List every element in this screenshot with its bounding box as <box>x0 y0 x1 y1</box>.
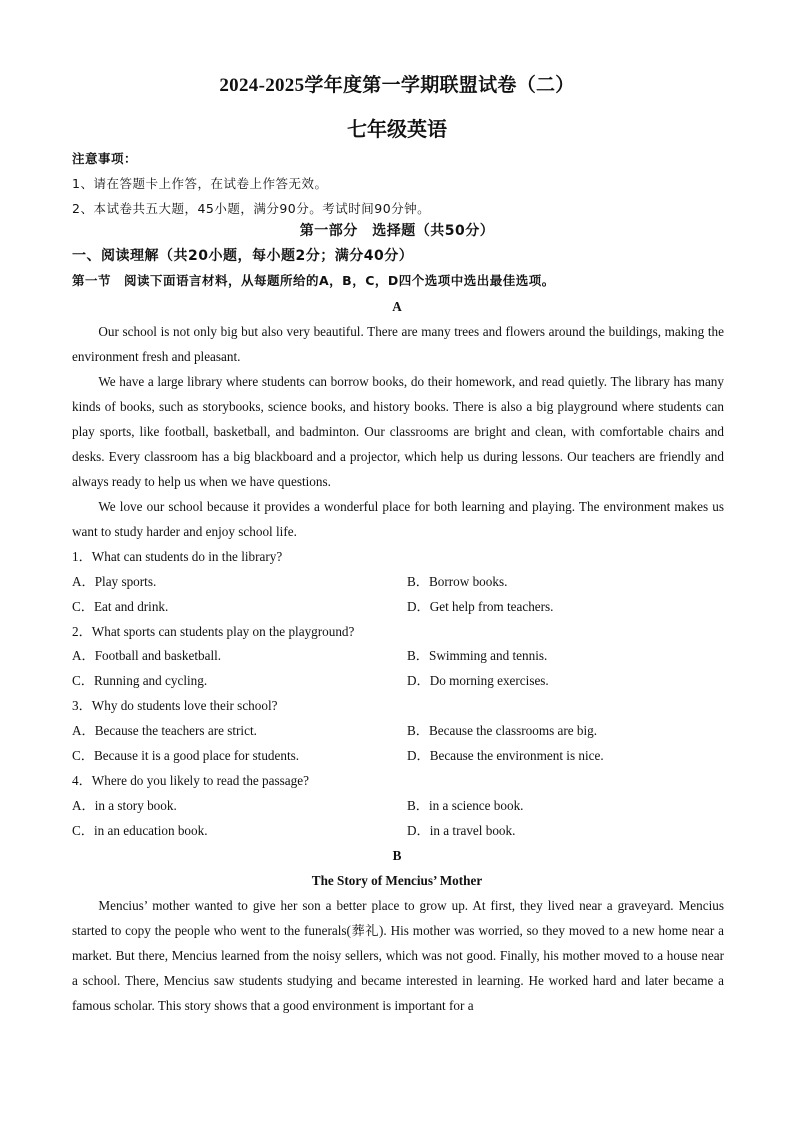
question-4-option-a: A．in a story book. <box>72 798 177 813</box>
question-2-stem: 2．What sports can students play on the playground? <box>72 624 355 639</box>
passage-b-label: B <box>392 848 402 863</box>
passage-b-paragraph: Mencius’ mother wanted to give her son a better place to grow up. At first, they lived near a graveyard. Mencius started to copy the people who went to the funerals(葬礼). His mother was worried, so they moved to a new home near a market. But there, Mencius learned from the noisy sellers, which was not good. Finally, his mother moved to a house near a school. There, Mencius saw students studying and became interested in learning. He worked hard and later became a famous scholar. This story shows that a good environment is important for a <box>72 898 724 1013</box>
exam-subtitle: 七年级英语 <box>347 119 447 141</box>
part1-heading: 第一部分 选择题（共50分） <box>299 223 495 239</box>
question-3-stem: 3．Why do students love their school? <box>72 698 278 713</box>
section-heading: 一、阅读理解（共20小题，每小题2分；满分40分） <box>72 248 414 264</box>
question-1-option-d: D．Get help from teachers. <box>407 599 554 614</box>
exam-title: 2024-2025学年度第一学期联盟试卷（二） <box>219 75 575 96</box>
passage-b-title: The Story of Mencius’ Mother <box>311 873 483 888</box>
question-1-option-c: C．Eat and drink. <box>72 599 169 614</box>
question-3-option-b: B．Because the classrooms are big. <box>407 723 598 738</box>
question-1-stem: 1．What can students do in the library? <box>72 549 283 564</box>
question-2-option-c: C．Running and cycling. <box>72 673 208 688</box>
question-3-option-a: A．Because the teachers are strict. <box>72 723 257 738</box>
passage-a-paragraph-2: We have a large library where students can borrow books, do their homework, and read quietly. The library has many kinds of books, such as storybooks, science books, and history books. There is also a big playground where students can play sports, like football, basketball, and badminton. Our classrooms are bright and clean, with comfortable chairs and desks. Every classroom has a big blackboard and a projector, which help us during lessons. Our teachers are friendly and always ready to help us when we have questions. <box>72 374 724 489</box>
passage-a-paragraph-1: Our school is not only big but also very beautiful. There are many trees and flowers around the buildings, making the environment fresh and pleasant. <box>72 324 724 364</box>
question-2-option-a: A．Football and basketball. <box>72 648 222 663</box>
question-2-option-b: B．Swimming and tennis. <box>407 648 548 663</box>
notice-item-1: 1、请在答题卡上作答，在试卷上作答无效。 <box>72 176 328 191</box>
passage-a-label: A <box>392 299 402 314</box>
question-4-option-d: D．in a travel book. <box>407 823 516 838</box>
question-1-option-b: B．Borrow books. <box>407 574 508 589</box>
notice-item-2: 2、本试卷共五大题，45小题，满分90分。考试时间90分钟。 <box>72 201 431 216</box>
question-3-option-d: D．Because the environment is nice. <box>407 748 604 763</box>
notice-heading: 注意事项： <box>72 151 138 166</box>
question-3-option-c: C．Because it is a good place for students. <box>72 748 300 763</box>
question-2-option-d: D．Do morning exercises. <box>407 673 549 688</box>
section-instruction: 第一节 阅读下面语言材料，从每题所给的A，B，C，D四个选项中选出最佳选项。 <box>72 273 555 288</box>
passage-a-paragraph-3: We love our school because it provides a wonderful place for both learning and playing. The environment makes us want to study harder and enjoy school life. <box>72 499 724 539</box>
question-1-option-a: A．Play sports. <box>72 574 157 589</box>
question-4-option-c: C．in an education book. <box>72 823 208 838</box>
question-4-option-b: B．in a science book. <box>407 798 524 813</box>
question-4-stem: 4．Where do you likely to read the passage? <box>72 773 309 788</box>
